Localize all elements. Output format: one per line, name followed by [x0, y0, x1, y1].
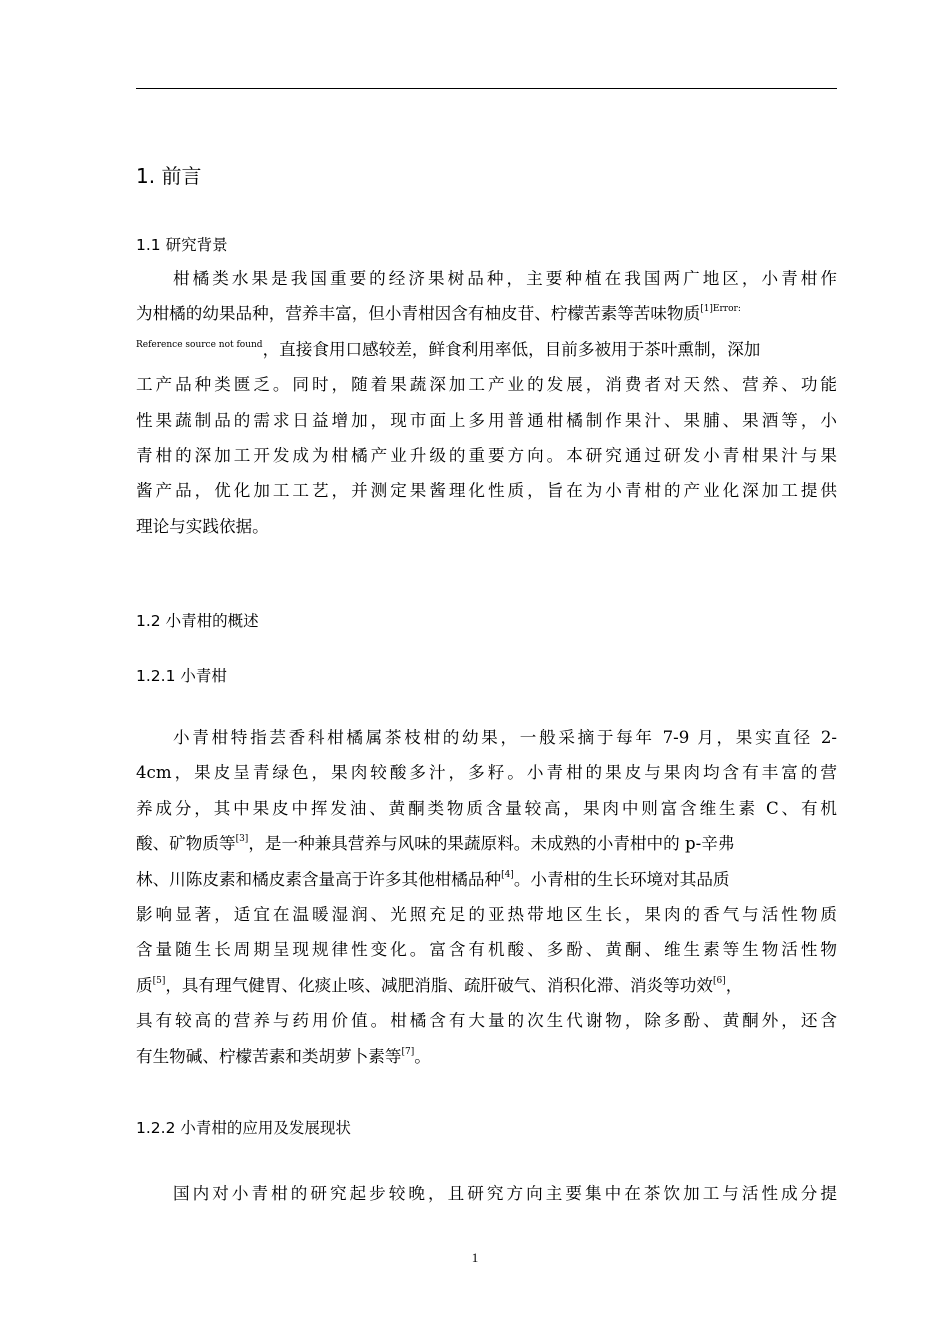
- citation: [5]: [152, 975, 166, 986]
- paragraph-status: [136, 1176, 837, 1211]
- text-line: 性果蔬制品的需求日益增加，现市面上多用普通柑橘制作果汁、果脯、果酒等，小: [136, 410, 837, 430]
- heading-1-2-2: 1.2.2 小青柑的应用及发展现状: [136, 1119, 351, 1137]
- text-line: 柑橘类水果是我国重要的经济果树品种，主要种植在我国两广地区，小青柑作: [173, 269, 837, 288]
- text-line: 小青柑特指芸香科柑橘属茶枝柑的幼果，一般采摘于每年 7-9 月，果实直径 2-: [173, 728, 837, 747]
- text-span: ，: [725, 975, 743, 995]
- text-span: ，具有理气健胃、化痰止咳、减肥消脂、疏肝破气、消积化滞、消炎等功效: [165, 975, 713, 995]
- citation: [3]: [235, 834, 249, 845]
- text-line: 理论与实践依据。: [136, 516, 269, 536]
- text-span: 有生物碱、柠檬苦素和类胡萝卜素等: [136, 1046, 402, 1066]
- paragraph-overview: [136, 720, 837, 1074]
- citation: [4]: [501, 869, 514, 880]
- text-span: 为柑橘的幼果品种，营养丰富，但小青柑因含有柚皮苷、柠檬苦素等苦味物质: [136, 304, 701, 324]
- text-span: 林、川陈皮素和橘皮素含量高于许多其他柑橘品种: [136, 869, 502, 889]
- citation-error-text: Reference source not found: [136, 339, 263, 350]
- text-span: 。小青柑的生长环境对其品质: [513, 869, 730, 889]
- citation: [6]: [712, 975, 726, 986]
- text-span: ，直接食用口感较差，鲜食利用率低，目前多被用于茶叶熏制，深加: [262, 339, 761, 359]
- text-line: 国内对小青柑的研究起步较晚，且研究方向主要集中在茶饮加工与活性成分提: [173, 1184, 837, 1203]
- text-line: [136, 1039, 837, 1074]
- text-span: 质: [136, 975, 153, 995]
- text-line: 含量随生长周期呈现规律性变化。富含有机酸、多酚、黄酮、维生素等生物活性物: [136, 940, 837, 960]
- page-number: 1: [471, 1250, 479, 1265]
- text-line: 影响显著，适宜在温暖湿润、光照充足的亚热带地区生长，果肉的香气与活性物质: [136, 904, 837, 924]
- paragraph-background: [136, 261, 837, 544]
- text-line: 4cm，果皮呈青绿色，果肉较酸多汁，多籽。小青柑的果皮与果肉均含有丰富的营: [136, 763, 837, 783]
- citation: [1]Error:: [700, 304, 741, 315]
- text-line: 青柑的深加工开发成为柑橘产业升级的重要方向。本研究通过研发小青柑果汁与果: [136, 445, 837, 465]
- text-line: [136, 968, 837, 1003]
- text-line: [136, 862, 837, 897]
- text-span: ，是一种兼具营养与风味的果蔬原料。未成熟的小青柑中的 p-辛弗: [248, 834, 735, 854]
- heading-1-2: 1.2 小青柑的概述: [136, 612, 259, 630]
- text-span: 酸、矿物质等: [136, 834, 236, 854]
- text-line: [136, 332, 837, 367]
- heading-1-1: 1.1 研究背景: [136, 236, 228, 254]
- text-line: [136, 826, 837, 861]
- header-rule: [136, 88, 837, 89]
- text-line: [136, 296, 837, 331]
- text-span: 。: [414, 1046, 431, 1066]
- section-title: 1. 前言: [136, 164, 202, 188]
- text-line: 工产品种类匮乏。同时，随着果蔬深加工产业的发展，消费者对天然、营养、功能: [136, 375, 837, 395]
- heading-1-2-1: 1.2.1 小青柑: [136, 667, 227, 685]
- text-line: 酱产品，优化加工工艺，并测定果酱理化性质，旨在为小青柑的产业化深加工提供: [136, 481, 837, 501]
- citation: [7]: [401, 1046, 415, 1057]
- text-line: 养成分，其中果皮中挥发油、黄酮类物质含量较高，果肉中则富含维生素 C、有机: [136, 798, 837, 818]
- text-line: 具有较高的营养与药用价值。柑橘含有大量的次生代谢物，除多酚、黄酮外，还含: [136, 1011, 837, 1031]
